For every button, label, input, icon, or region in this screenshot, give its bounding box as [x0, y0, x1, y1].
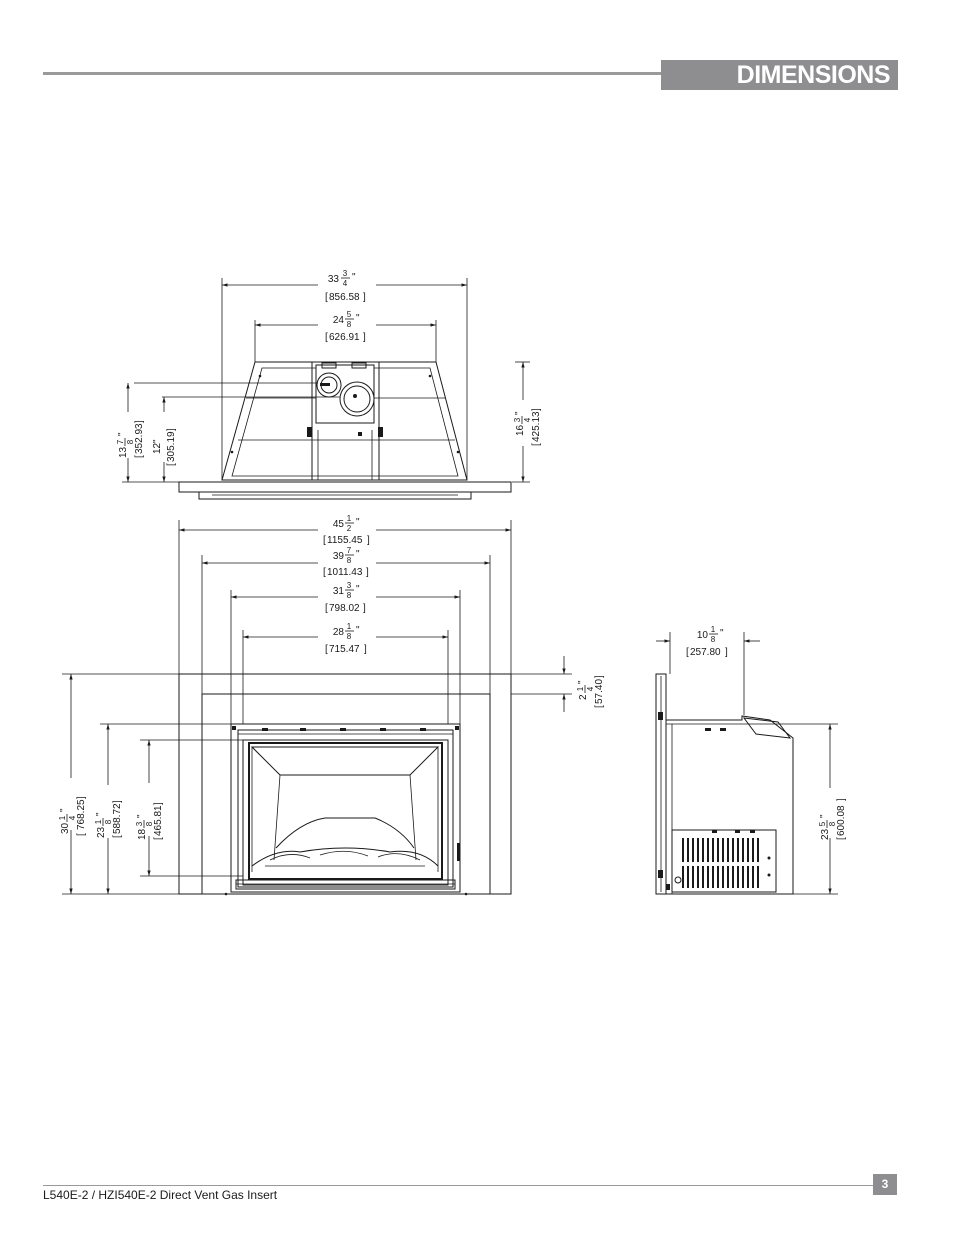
- svg-text:4: 4: [586, 686, 595, 692]
- svg-text:]: ]: [363, 292, 366, 303]
- svg-text:4: 4: [523, 417, 532, 423]
- svg-text:[: [: [325, 332, 328, 343]
- svg-text:": ": [577, 680, 588, 684]
- dim-front-unit-width: [325, 581, 366, 614]
- svg-text:3: 3: [513, 417, 522, 423]
- svg-text:[: [: [325, 292, 328, 303]
- svg-text:": ": [152, 439, 163, 443]
- svg-text:]: ]: [531, 408, 542, 411]
- svg-text:": ": [720, 628, 724, 639]
- svg-text:352.93: 352.93: [134, 423, 145, 454]
- svg-text:]: ]: [836, 798, 847, 801]
- top-view: [116, 269, 542, 499]
- page-number: 3: [873, 1174, 897, 1195]
- svg-text:": ": [819, 814, 830, 818]
- svg-text:8: 8: [710, 635, 716, 644]
- svg-text:3: 3: [346, 581, 352, 590]
- svg-text:24: 24: [332, 315, 344, 326]
- svg-text:]: ]: [594, 675, 605, 678]
- svg-text:]: ]: [366, 567, 369, 578]
- svg-text:]: ]: [112, 800, 123, 803]
- svg-text:": ": [356, 625, 360, 636]
- louvre-slots: [682, 838, 759, 888]
- svg-text:]: ]: [363, 603, 366, 614]
- svg-text:]: ]: [153, 802, 164, 805]
- svg-text:1155.45: 1155.45: [327, 535, 363, 546]
- svg-text:": ": [356, 584, 360, 595]
- svg-text:[: [: [166, 463, 177, 466]
- dim-front-firebox-width: [325, 622, 367, 655]
- svg-text:]: ]: [134, 420, 145, 423]
- svg-text:": ": [352, 272, 356, 283]
- svg-text:1: 1: [94, 819, 103, 825]
- svg-text:3: 3: [342, 269, 348, 278]
- svg-text:10: 10: [696, 630, 708, 641]
- svg-text:12: 12: [152, 442, 163, 454]
- svg-text:33: 33: [327, 274, 339, 285]
- svg-text:[: [: [153, 837, 164, 840]
- side-view: [656, 625, 847, 894]
- svg-text:": ": [117, 432, 128, 436]
- svg-text:257.80: 257.80: [690, 647, 721, 658]
- svg-text:]: ]: [166, 428, 177, 431]
- dim-front-inner-surround-width: [323, 546, 369, 578]
- dim-top-depth-left: [116, 420, 145, 458]
- svg-text:4: 4: [342, 279, 348, 288]
- svg-text:600.08: 600.08: [836, 805, 847, 836]
- svg-text:425.13: 425.13: [531, 411, 542, 442]
- svg-text:2: 2: [578, 694, 589, 700]
- svg-text:8: 8: [346, 591, 352, 600]
- svg-text:[: [: [112, 835, 123, 838]
- dim-front-top-offset: [576, 675, 605, 708]
- dim-top-depth-right: [513, 408, 542, 446]
- svg-text:45: 45: [332, 519, 344, 530]
- svg-text:": ": [136, 814, 147, 818]
- svg-text:13: 13: [118, 446, 129, 458]
- svg-text:1011.43: 1011.43: [327, 567, 363, 578]
- svg-text:28: 28: [332, 627, 344, 638]
- svg-text:16: 16: [515, 424, 526, 436]
- svg-text:768.25: 768.25: [76, 799, 87, 830]
- dim-front-unit-height: [94, 800, 123, 838]
- svg-text:]: ]: [363, 332, 366, 343]
- dim-top-rear-width: [325, 310, 366, 343]
- svg-text:1: 1: [58, 815, 67, 821]
- svg-text:465.81: 465.81: [153, 805, 164, 836]
- dim-side-height: [818, 798, 847, 840]
- footer-rule: [43, 1185, 875, 1186]
- svg-text:": ": [356, 313, 360, 324]
- svg-text:5: 5: [818, 821, 827, 827]
- svg-text:626.91: 626.91: [329, 332, 360, 343]
- svg-text:": ": [95, 812, 106, 816]
- svg-text:8: 8: [104, 819, 113, 825]
- svg-text:[: [: [323, 535, 326, 546]
- dim-top-overall-width: [325, 269, 366, 303]
- svg-text:7: 7: [116, 439, 125, 445]
- svg-text:[: [: [594, 705, 605, 708]
- svg-text:23: 23: [96, 826, 107, 838]
- svg-text:[: [: [686, 647, 689, 658]
- svg-text:[: [: [531, 443, 542, 446]
- svg-text:39: 39: [332, 551, 344, 562]
- svg-text:3: 3: [135, 821, 144, 827]
- svg-text:305.19: 305.19: [166, 431, 177, 462]
- section-title: DIMENSIONS: [736, 61, 890, 89]
- dim-front-surround-height: [58, 796, 87, 836]
- svg-text:1: 1: [346, 622, 352, 631]
- dim-side-top-depth: [686, 625, 728, 658]
- svg-text:": ": [514, 411, 525, 415]
- svg-text:1: 1: [710, 625, 716, 634]
- svg-text:798.02: 798.02: [329, 603, 360, 614]
- dim-front-surround-width: [323, 514, 370, 546]
- svg-text:[: [: [134, 455, 145, 458]
- svg-text:[: [: [836, 837, 847, 840]
- svg-text:30: 30: [60, 822, 71, 834]
- svg-text:[: [: [323, 567, 326, 578]
- svg-text:57.40: 57.40: [594, 678, 605, 704]
- svg-text:8: 8: [346, 556, 352, 565]
- svg-text:18: 18: [137, 828, 148, 840]
- svg-text:8: 8: [346, 632, 352, 641]
- svg-text:856.58: 856.58: [329, 292, 360, 303]
- svg-text:[: [: [76, 833, 87, 836]
- svg-text:]: ]: [364, 644, 367, 655]
- svg-text:715.47: 715.47: [329, 644, 360, 655]
- svg-text:8: 8: [145, 821, 154, 827]
- svg-text:]: ]: [725, 647, 728, 658]
- dim-front-firebox-height: [135, 802, 164, 840]
- svg-text:8: 8: [346, 320, 352, 329]
- svg-text:1: 1: [576, 686, 585, 692]
- svg-text:1: 1: [346, 514, 352, 523]
- svg-text:": ": [356, 517, 360, 528]
- svg-text:8: 8: [828, 821, 837, 827]
- svg-text:]: ]: [367, 535, 370, 546]
- footer-model-text: L540E-2 / HZI540E-2 Direct Vent Gas Insert: [43, 1188, 278, 1202]
- svg-text:]: ]: [76, 796, 87, 799]
- svg-text:5: 5: [346, 310, 352, 319]
- front-view: [58, 514, 605, 895]
- svg-text:23: 23: [820, 828, 831, 840]
- svg-text:7: 7: [346, 546, 352, 555]
- svg-text:": ": [356, 549, 360, 560]
- svg-text:31: 31: [332, 586, 344, 597]
- svg-text:588.72: 588.72: [112, 803, 123, 834]
- svg-text:4: 4: [68, 815, 77, 821]
- svg-text:[: [: [325, 603, 328, 614]
- svg-text:": ": [59, 808, 70, 812]
- svg-text:2: 2: [346, 524, 352, 533]
- dim-top-depth-inner: [152, 428, 177, 466]
- svg-text:[: [: [325, 644, 328, 655]
- svg-text:8: 8: [126, 439, 135, 445]
